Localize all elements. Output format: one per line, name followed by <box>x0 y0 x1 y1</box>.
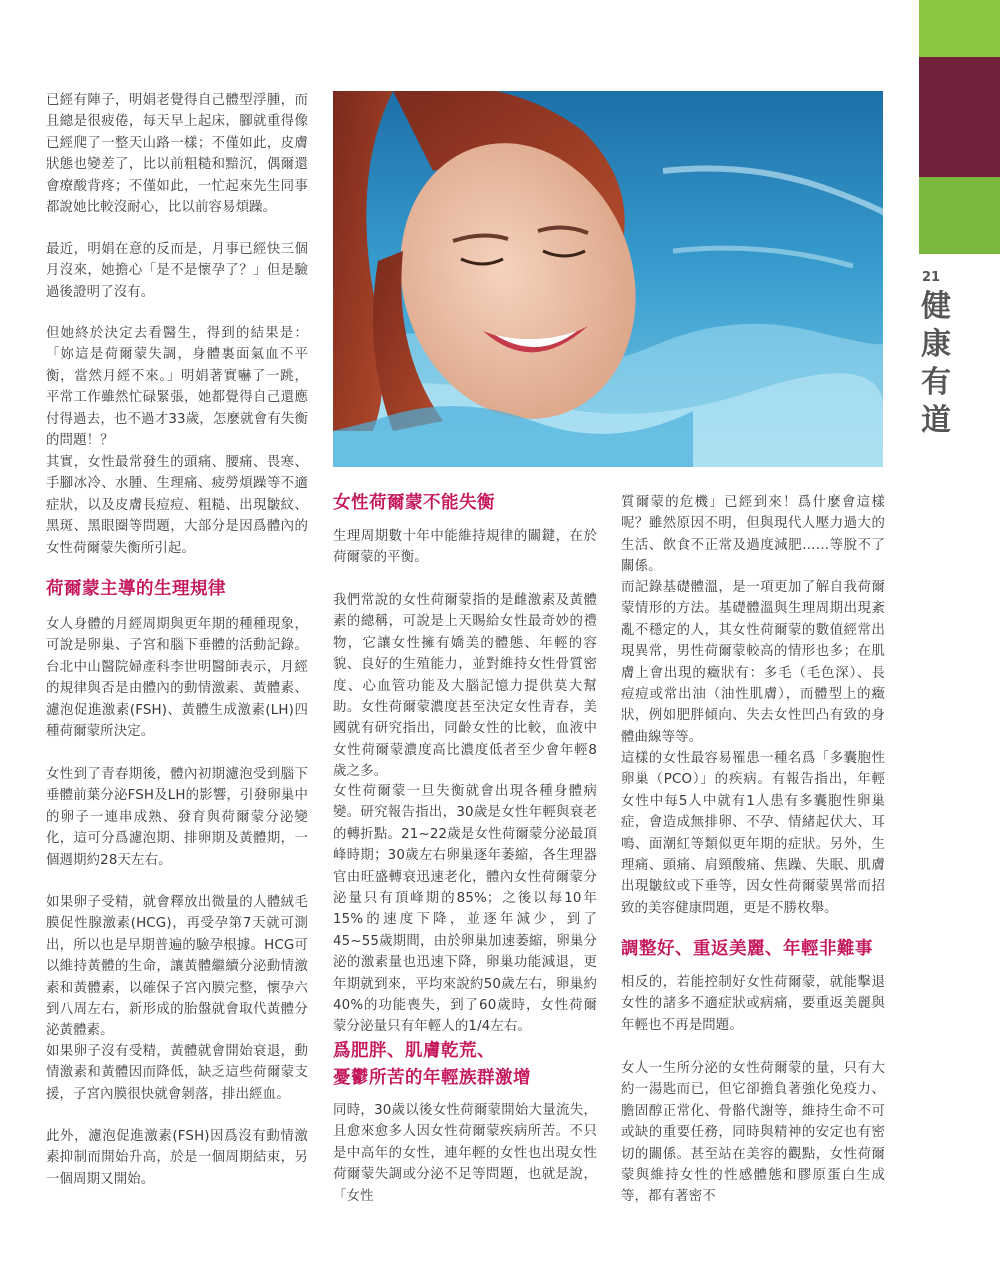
color-tab-middle <box>919 57 1000 177</box>
paragraph: 我們常說的女性荷爾蒙指的是雌激素及黃體素的總稱，可說是上天賜給女性最奇妙的禮物，它讓女性擁有嬌美的體態、年輕的容貌、良好的生殖能力，並對維持女性骨質密度、心血管功能及大腦記憶力提供莫大幫助。女性荷爾蒙濃度甚至決定女性青春，美國就有研究指出，同齡女性的比較，血液中女性荷爾蒙濃度高比濃度低者至少會年輕8歲之多。 <box>333 593 597 780</box>
paragraph: 這樣的女性最容易罹患一種名爲「多囊胞性卵巢（PCO）」的疾病。有報告指出，年輕女性中每5人中就有1人患有多囊胞性卵巢症，會造成無排卵、不孕、情緒起伏大、耳鳴、面潮紅等類似更年期的症狀。另外，生理痛、頭痛、肩頸酸痛、焦躁、失眠、肌膚出現皺紋或下垂等，因女性荷爾蒙異常而招致的美容健康問題，更是不勝枚舉。 <box>621 751 885 916</box>
paragraph: 質爾蒙的危機」已經到來！爲什麼會這樣呢？雖然原因不明，但與現代人壓力過大的生活、飲食不正常及過度減肥……等脫不了關係。 <box>621 495 885 575</box>
color-tab-top <box>919 0 1000 57</box>
paragraph: 女人身體的月經周期與更年期的種種現象，可說是卵巢、子宮和腦下垂體的活動記錄。台北中山醫院婦產科李世明醫師表示，月經的規律與否是由體內的動情激素、黃體素、濾泡促進激素(FSH)、黃體生成激素(LH)四種荷爾蒙所決定。 <box>46 617 308 740</box>
section-char: 康 <box>921 327 951 362</box>
paragraph: 相反的，若能控制好女性荷爾蒙，就能擊退女性的諸多不適症狀或病痛，要重返美麗與年輕也不再是問題。 <box>621 975 885 1033</box>
paragraph: 如果卵子沒有受精，黃體就會開始衰退，動情激素和黃體因而降低，缺乏這些荷爾蒙支援，子宮內膜很快就會剝落，排出經血。 <box>46 1044 308 1102</box>
section-char: 健 <box>921 289 951 324</box>
paragraph: 最近，明娟在意的反而是，月事已經快三個月沒來，她擔心「是不是懷孕了？」但是驗過後證明了沒有。 <box>46 242 308 300</box>
swimming-woman-photo <box>333 91 883 467</box>
color-tab-bottom <box>919 177 1000 254</box>
paragraph: 同時，30歲以後女性荷爾蒙開始大量流失，且愈來愈多人因女性荷爾蒙疾病所苦。不只是中高年的女性，連年輕的女性也出現女性荷爾蒙失調或分泌不足等問題，也就是說，「女性 <box>333 1103 597 1204</box>
paragraph: 如果卵子受精，就會釋放出微量的人體絨毛膜促性腺激素(HCG)，再受孕第7天就可測出，所以也是早期普遍的驗孕根據。HCG可以維持黃體的生命，讓黃體繼續分泌動情激素和黃體素，以確保子宮內膜完整，懷孕六到八周左右，新形成的胎盤就會取代黃體分泌黃體素。 <box>46 895 308 1039</box>
page-number: 21 <box>922 270 941 285</box>
paragraph: 其實，女性最常發生的頭痛、腰痛、畏寒、手腳冰冷、水腫、生理痛、疲勞煩躁等不適症狀，以及皮膚長痘痘、粗糙、出現皺紋、黑斑、黑眼圈等問題，大部分是因爲體內的女性荷爾蒙失衡所引起。 <box>46 455 308 556</box>
section-heading: 女性荷爾蒙不能失衡 <box>333 493 495 513</box>
paragraph: 已經有陣子，明娟老覺得自己體型浮腫，而且總是很疲倦，每天早上起床，腳就重得像已經爬了一整天山路一樣；不僅如此，皮膚狀態也變差了，比以前粗糙和黯沉，偶爾還會療酸背疼；不僅如此，一忙起來先生同事都說她比較沒耐心，比以前容易煩躁。 <box>46 93 308 216</box>
paragraph: 女人一生所分泌的女性荷爾蒙的量，只有大約一湯匙而已，但它卻擔負著強化免疫力、膽固醇正常化、骨骼代謝等，維持生命不可或缺的重要任務，同時與精神的安定也有密切的關係。甚至站在美容的觀點，女性荷爾蒙與維持女性的性感體態和膠原蛋白生成等，都有著密不 <box>621 1061 885 1205</box>
section-title <box>920 288 952 440</box>
paragraph: 而記錄基礎體溫，是一項更加了解自我荷爾蒙情形的方法。基礎體溫與生理周期出現紊亂不穩定的人，其女性荷爾蒙的數值經常出現異常，男性荷爾蒙較高的情形也多；在肌膚上會出現的癥狀有：多毛（毛色深）、長痘痘或常出油（油性肌膚），而體型上的癥狀，例如肥胖傾向、失去女性凹凸有致的身體曲線等等。 <box>621 580 885 745</box>
section-heading: 憂鬱所苦的年輕族群激增 <box>333 1068 531 1088</box>
paragraph: 但她終於決定去看醫生，得到的結果是：「妳這是荷爾蒙失調，身體裏面氣血不平衡，當然月經不來。」明娟著實嚇了一跳，平常工作雖然忙碌緊張，她都覺得自己還應付得過去，也不過才33歲，怎麼就會有失衡的問題！？ <box>46 326 308 449</box>
section-char: 道 <box>921 403 951 438</box>
photo-illustration <box>333 91 883 467</box>
paragraph: 女性到了青春期後，體內初期濾泡受到腦下垂體前葉分泌FSH及LH的影響，引發卵巢中的卵子一連串成熟、發育與荷爾蒙分泌變化，這可分爲濾泡期、排卵期及黃體期，一個週期約28天左右。 <box>46 767 308 868</box>
section-heading: 調整好、重返美麗、年輕非難事 <box>621 939 873 959</box>
section-char: 有 <box>921 365 951 400</box>
paragraph: 女性荷爾蒙一旦失衡就會出現各種身體病變。研究報告指出，30歲是女性年輕與衰老的轉折點。21~22歲是女性荷爾蒙分泌最頂峰時期；30歲左右卵巢逐年萎縮，各生理器官由旺盛轉衰迅速老化，體內女性荷爾蒙分泌量只有頂峰期的85%；之後以每10年15%的速度下降，並逐年減少，到了45~55歲期間，由於卵巢加速萎縮，卵巢分泌的激素量也迅速下降，卵巢功能減退，更年期就到來，平均來說約50歲左右，卵巢約40%的功能喪失，到了60歲時，女性荷爾蒙分泌量只有年輕人的1/4左右。 <box>333 784 597 1035</box>
section-heading: 爲肥胖、肌膚乾荒、 <box>333 1041 495 1061</box>
section-heading: 荷爾蒙主導的生理規律 <box>46 579 226 599</box>
paragraph: 此外，濾泡促進激素(FSH)因爲沒有動情激素抑制而開始升高，於是一個周期結束，另一個周期又開始。 <box>46 1129 308 1187</box>
paragraph: 生理周期數十年中能維持規律的關鍵，在於荷爾蒙的平衡。 <box>333 529 597 566</box>
